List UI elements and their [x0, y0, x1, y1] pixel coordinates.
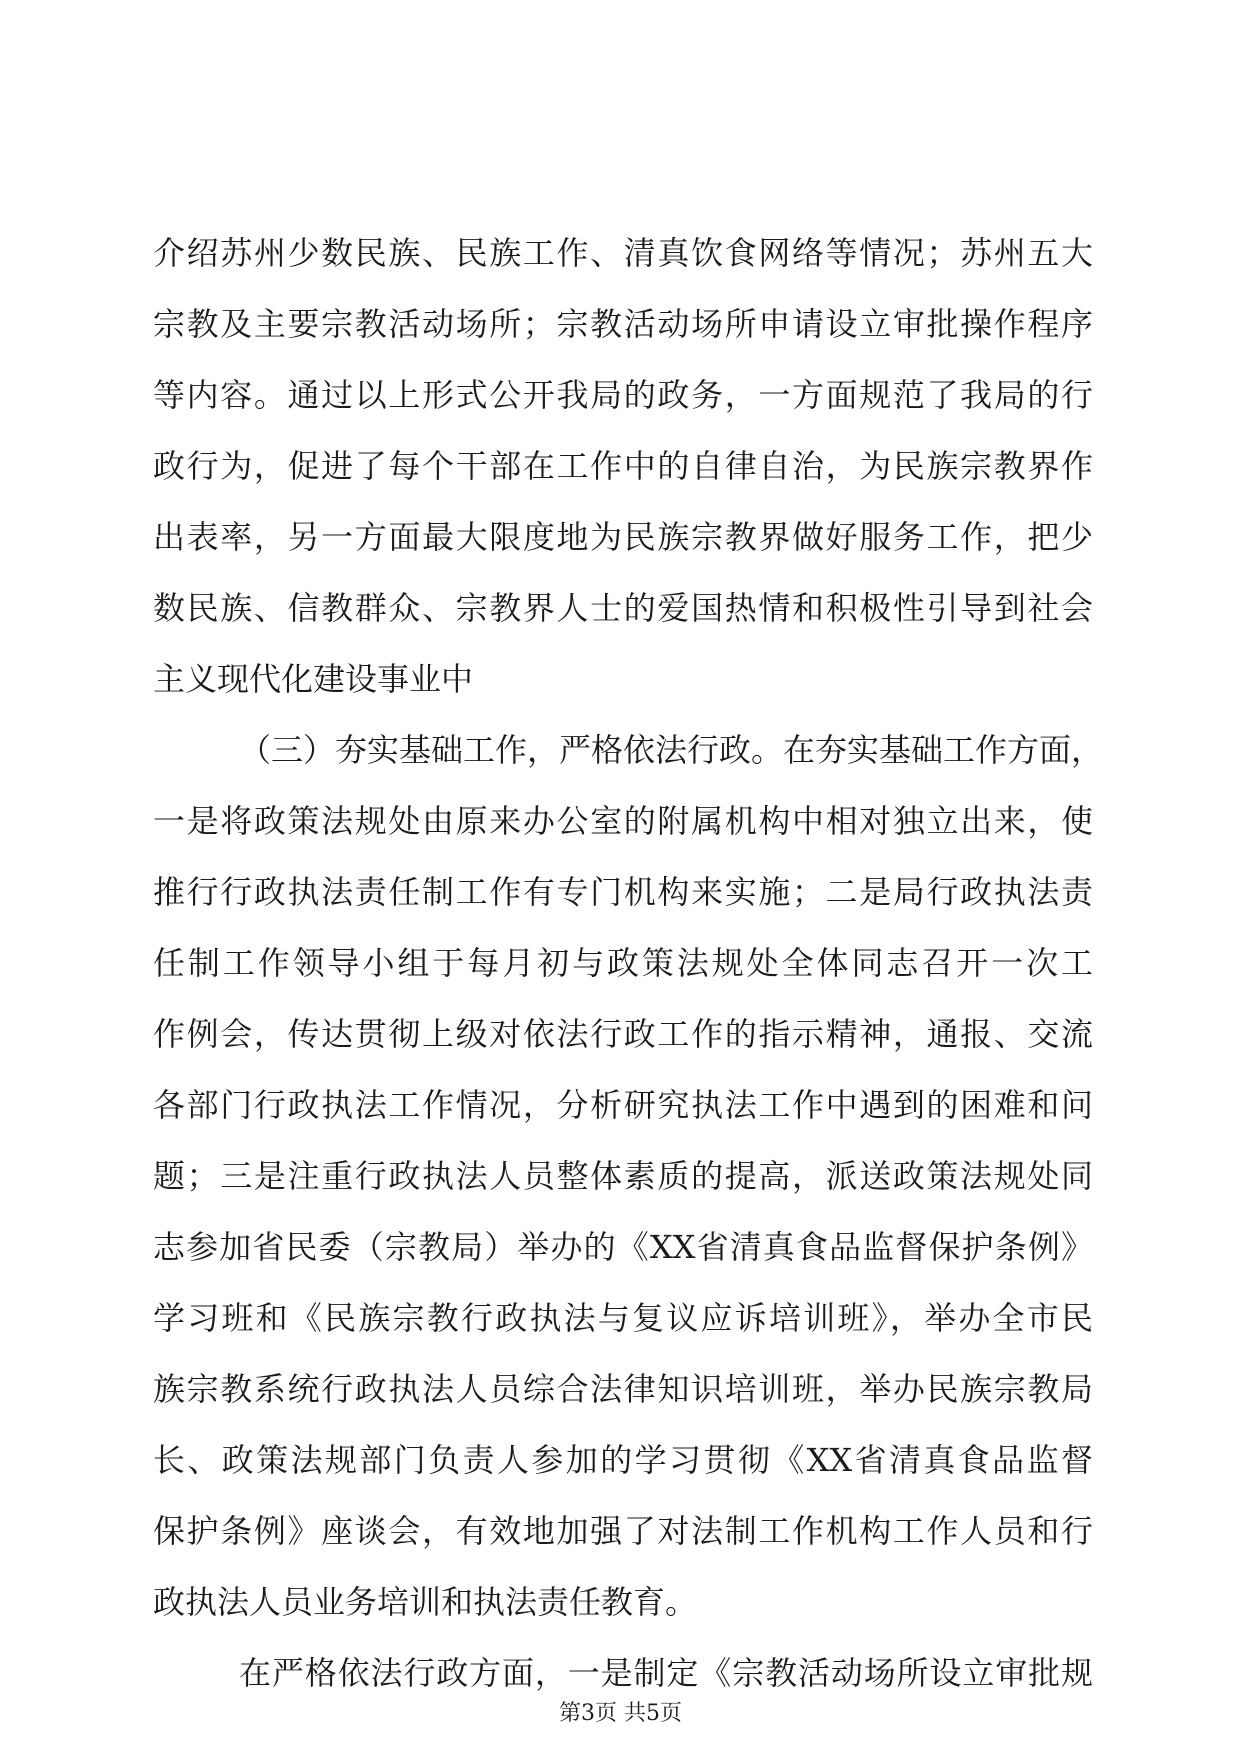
text-line: 数民族、信教群众、宗教界人士的爱国热情和积极性引导到社会 [153, 589, 1093, 627]
text-line: 在严格依法行政方面，一是制定《宗教活动场所设立审批规 [239, 1654, 1093, 1692]
text-line: 政执法人员业务培训和执法责任教育。 [153, 1583, 698, 1621]
text-line: 推行行政执法责任制工作有专门机构来实施；二是局行政执法责 [153, 873, 1093, 911]
text-line: 一是将政策法规处由原来办公室的附属机构中相对独立出来，使 [153, 802, 1093, 840]
text-line: 主义现代化建设事业中 [153, 660, 474, 698]
text-line: 志参加省民委（宗教局）举办的《XX省清真食品监督保护条例》 [153, 1228, 1093, 1266]
text-line: 题；三是注重行政执法人员整体素质的提高，派送政策法规处同 [153, 1157, 1093, 1195]
text-line: 作例会，传达贯彻上级对依法行政工作的指示精神，通报、交流 [153, 1015, 1093, 1053]
text-line: 学习班和《民族宗教行政执法与复议应诉培训班》，举办全市民 [153, 1299, 1093, 1337]
page-number-footer: 第3页 共5页 [559, 1701, 682, 1726]
text-line: 介绍苏州少数民族、民族工作、清真饮食网络等情况；苏州五大 [153, 234, 1093, 272]
text-line: 长、政策法规部门负责人参加的学习贯彻《XX省清真食品监督 [153, 1441, 1093, 1479]
text-line: 出表率，另一方面最大限度地为民族宗教界做好服务工作，把少 [153, 518, 1093, 556]
text-line: 各部门行政执法工作情况，分析研究执法工作中遇到的困难和问 [153, 1086, 1093, 1124]
text-line: 族宗教系统行政执法人员综合法律知识培训班，举办民族宗教局 [153, 1370, 1093, 1408]
text-line: 任制工作领导小组于每月初与政策法规处全体同志召开一次工 [153, 944, 1093, 982]
text-line: 宗教及主要宗教活动场所；宗教活动场所申请设立审批操作程序 [153, 305, 1093, 343]
text-line: 政行为，促进了每个干部在工作中的自律自治，为民族宗教界作 [153, 447, 1093, 485]
paragraph-heading-line: （三）夯实基础工作，严格依法行政。在夯实基础工作方面， [239, 731, 1104, 769]
text-line: 保护条例》座谈会，有效地加强了对法制工作机构工作人员和行 [153, 1512, 1093, 1550]
text-line: 等内容。通过以上形式公开我局的政务，一方面规范了我局的行 [153, 376, 1093, 414]
